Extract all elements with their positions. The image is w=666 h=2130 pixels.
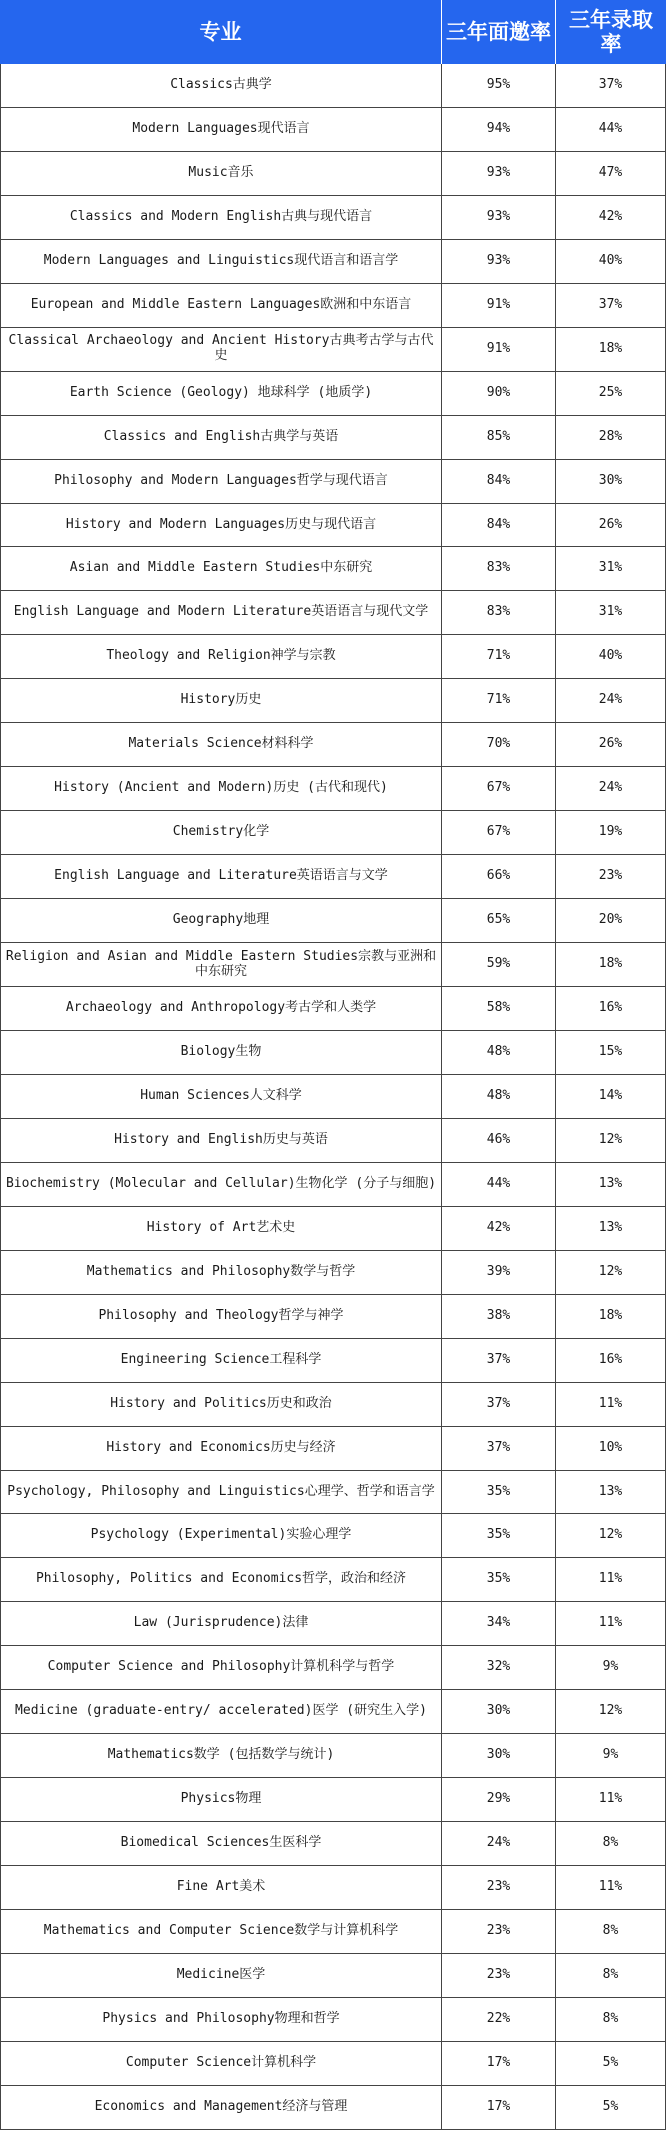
cell-major: Human Sciences人文科学 bbox=[0, 1075, 442, 1118]
cell-interview-rate: 93% bbox=[442, 152, 556, 195]
cell-interview-rate: 59% bbox=[442, 943, 556, 986]
table-row bbox=[0, 240, 666, 284]
cell-admission-rate: 19% bbox=[556, 811, 666, 854]
header-admission-rate: 三年录取率 bbox=[569, 7, 653, 56]
table-row bbox=[0, 635, 666, 679]
cell-major: History历史 bbox=[0, 679, 442, 722]
cell-admission-rate: 8% bbox=[556, 1998, 666, 2041]
cell-admission-rate: 13% bbox=[556, 1471, 666, 1514]
table-row bbox=[0, 1119, 666, 1163]
cell-admission-rate: 12% bbox=[556, 1119, 666, 1162]
table-row bbox=[0, 108, 666, 152]
cell-admission-rate: 16% bbox=[556, 987, 666, 1030]
cell-major: Engineering Science工程科学 bbox=[0, 1339, 442, 1382]
cell-major: Biochemistry (Molecular and Cellular)生物化学 (分子与细胞) bbox=[0, 1163, 442, 1206]
cell-interview-rate: 37% bbox=[442, 1383, 556, 1426]
cell-major: Medicine医学 bbox=[0, 1954, 442, 1997]
cell-interview-rate: 17% bbox=[442, 2086, 556, 2129]
cell-interview-rate: 70% bbox=[442, 723, 556, 766]
table-row bbox=[0, 1427, 666, 1471]
cell-interview-rate: 84% bbox=[442, 504, 556, 547]
cell-admission-rate: 42% bbox=[556, 196, 666, 239]
cell-admission-rate: 30% bbox=[556, 460, 666, 503]
table-row bbox=[0, 328, 666, 372]
table-body bbox=[0, 64, 666, 2130]
table-row bbox=[0, 1383, 666, 1427]
cell-interview-rate: 44% bbox=[442, 1163, 556, 1206]
table-row bbox=[0, 987, 666, 1031]
cell-admission-rate: 11% bbox=[556, 1383, 666, 1426]
table-row bbox=[0, 1602, 666, 1646]
cell-interview-rate: 46% bbox=[442, 1119, 556, 1162]
cell-admission-rate: 25% bbox=[556, 372, 666, 415]
cell-major: History (Ancient and Modern)历史 (古代和现代) bbox=[0, 767, 442, 810]
cell-admission-rate: 11% bbox=[556, 1866, 666, 1909]
table-row bbox=[0, 1734, 666, 1778]
cell-major: Classics古典学 bbox=[0, 64, 442, 107]
table-row bbox=[0, 1646, 666, 1690]
cell-admission-rate: 47% bbox=[556, 152, 666, 195]
cell-interview-rate: 30% bbox=[442, 1734, 556, 1777]
cell-admission-rate: 12% bbox=[556, 1690, 666, 1733]
table-row bbox=[0, 1514, 666, 1558]
cell-admission-rate: 11% bbox=[556, 1558, 666, 1601]
table-row bbox=[0, 1075, 666, 1119]
cell-major: Law (Jurisprudence)法律 bbox=[0, 1602, 442, 1645]
cell-admission-rate: 12% bbox=[556, 1251, 666, 1294]
cell-major: English Language and Literature英语语言与文学 bbox=[0, 855, 442, 898]
cell-major: Mathematics数学 (包括数学与统计) bbox=[0, 1734, 442, 1777]
cell-interview-rate: 93% bbox=[442, 240, 556, 283]
cell-major: Philosophy and Theology哲学与神学 bbox=[0, 1295, 442, 1338]
cell-interview-rate: 84% bbox=[442, 460, 556, 503]
cell-interview-rate: 66% bbox=[442, 855, 556, 898]
cell-major: Economics and Management经济与管理 bbox=[0, 2086, 442, 2129]
cell-interview-rate: 71% bbox=[442, 679, 556, 722]
cell-interview-rate: 67% bbox=[442, 767, 556, 810]
cell-admission-rate: 18% bbox=[556, 1295, 666, 1338]
cell-admission-rate: 13% bbox=[556, 1163, 666, 1206]
cell-major: Psychology (Experimental)实验心理学 bbox=[0, 1514, 442, 1557]
cell-major: Biomedical Sciences生医科学 bbox=[0, 1822, 442, 1865]
cell-admission-rate: 20% bbox=[556, 899, 666, 942]
cell-major: Physics and Philosophy物理和哲学 bbox=[0, 1998, 442, 2041]
table-row bbox=[0, 1558, 666, 1602]
table-row bbox=[0, 723, 666, 767]
cell-interview-rate: 83% bbox=[442, 547, 556, 590]
table-row bbox=[0, 196, 666, 240]
table-row bbox=[0, 1295, 666, 1339]
cell-major: Modern Languages and Linguistics现代语言和语言学 bbox=[0, 240, 442, 283]
table-row bbox=[0, 460, 666, 504]
table-row bbox=[0, 1690, 666, 1734]
cell-major: Classics and Modern English古典与现代语言 bbox=[0, 196, 442, 239]
table-row bbox=[0, 2042, 666, 2086]
cell-admission-rate: 11% bbox=[556, 1778, 666, 1821]
cell-interview-rate: 91% bbox=[442, 284, 556, 327]
cell-admission-rate: 8% bbox=[556, 1954, 666, 1997]
cell-major: Physics物理 bbox=[0, 1778, 442, 1821]
cell-major: History and Economics历史与经济 bbox=[0, 1427, 442, 1470]
table-row bbox=[0, 1471, 666, 1515]
table-row bbox=[0, 1207, 666, 1251]
cell-major: History and Modern Languages历史与现代语言 bbox=[0, 504, 442, 547]
cell-admission-rate: 16% bbox=[556, 1339, 666, 1382]
cell-major: History of Art艺术史 bbox=[0, 1207, 442, 1250]
cell-interview-rate: 58% bbox=[442, 987, 556, 1030]
cell-admission-rate: 40% bbox=[556, 240, 666, 283]
cell-interview-rate: 39% bbox=[442, 1251, 556, 1294]
cell-interview-rate: 24% bbox=[442, 1822, 556, 1865]
cell-admission-rate: 5% bbox=[556, 2042, 666, 2085]
table-row bbox=[0, 899, 666, 943]
cell-admission-rate: 5% bbox=[556, 2086, 666, 2129]
cell-admission-rate: 24% bbox=[556, 679, 666, 722]
table-row bbox=[0, 1778, 666, 1822]
cell-interview-rate: 83% bbox=[442, 591, 556, 634]
cell-interview-rate: 48% bbox=[442, 1031, 556, 1074]
cell-admission-rate: 26% bbox=[556, 504, 666, 547]
cell-admission-rate: 14% bbox=[556, 1075, 666, 1118]
header-interview-rate: 三年面邀率 bbox=[442, 0, 556, 64]
cell-major: Chemistry化学 bbox=[0, 811, 442, 854]
cell-major: Archaeology and Anthropology考古学和人类学 bbox=[0, 987, 442, 1030]
table-row bbox=[0, 1866, 666, 1910]
cell-major: Biology生物 bbox=[0, 1031, 442, 1074]
cell-major: Music音乐 bbox=[0, 152, 442, 195]
cell-interview-rate: 71% bbox=[442, 635, 556, 678]
cell-admission-rate: 31% bbox=[556, 547, 666, 590]
cell-admission-rate: 10% bbox=[556, 1427, 666, 1470]
cell-admission-rate: 18% bbox=[556, 328, 666, 371]
cell-major: Computer Science and Philosophy计算机科学与哲学 bbox=[0, 1646, 442, 1689]
cell-major: English Language and Modern Literature英语语言与现代文学 bbox=[0, 591, 442, 634]
table-row bbox=[0, 591, 666, 635]
table-row bbox=[0, 1251, 666, 1295]
cell-major: Philosophy, Politics and Economics哲学，政治和经济 bbox=[0, 1558, 442, 1601]
table-row bbox=[0, 811, 666, 855]
cell-admission-rate: 13% bbox=[556, 1207, 666, 1250]
cell-interview-rate: 35% bbox=[442, 1471, 556, 1514]
cell-interview-rate: 37% bbox=[442, 1427, 556, 1470]
cell-interview-rate: 95% bbox=[442, 64, 556, 107]
table-row bbox=[0, 2086, 666, 2130]
cell-admission-rate: 40% bbox=[556, 635, 666, 678]
cell-interview-rate: 93% bbox=[442, 196, 556, 239]
cell-major: Medicine (graduate-entry/ accelerated)医学 (研究生入学) bbox=[0, 1690, 442, 1733]
cell-interview-rate: 90% bbox=[442, 372, 556, 415]
cell-admission-rate: 9% bbox=[556, 1646, 666, 1689]
cell-major: Asian and Middle Eastern Studies中东研究 bbox=[0, 547, 442, 590]
cell-interview-rate: 94% bbox=[442, 108, 556, 151]
cell-interview-rate: 85% bbox=[442, 416, 556, 459]
cell-interview-rate: 32% bbox=[442, 1646, 556, 1689]
table-row bbox=[0, 1339, 666, 1383]
cell-admission-rate: 24% bbox=[556, 767, 666, 810]
cell-major: Theology and Religion神学与宗教 bbox=[0, 635, 442, 678]
cell-major: Materials Science材料科学 bbox=[0, 723, 442, 766]
cell-admission-rate: 18% bbox=[556, 943, 666, 986]
table-row bbox=[0, 767, 666, 811]
cell-major: History and English历史与英语 bbox=[0, 1119, 442, 1162]
cell-admission-rate: 37% bbox=[556, 284, 666, 327]
cell-interview-rate: 91% bbox=[442, 328, 556, 371]
table-row bbox=[0, 284, 666, 328]
table-row bbox=[0, 1910, 666, 1954]
cell-admission-rate: 11% bbox=[556, 1602, 666, 1645]
cell-interview-rate: 37% bbox=[442, 1339, 556, 1382]
table-row bbox=[0, 1031, 666, 1075]
table-row bbox=[0, 64, 666, 108]
cell-admission-rate: 15% bbox=[556, 1031, 666, 1074]
cell-interview-rate: 29% bbox=[442, 1778, 556, 1821]
cell-interview-rate: 23% bbox=[442, 1866, 556, 1909]
table-row bbox=[0, 504, 666, 548]
cell-major: Mathematics and Philosophy数学与哲学 bbox=[0, 1251, 442, 1294]
cell-major: Religion and Asian and Middle Eastern Studies宗教与亚洲和中东研究 bbox=[0, 943, 442, 986]
cell-major: Philosophy and Modern Languages哲学与现代语言 bbox=[0, 460, 442, 503]
cell-admission-rate: 8% bbox=[556, 1910, 666, 1953]
cell-major: Geography地理 bbox=[0, 899, 442, 942]
cell-admission-rate: 9% bbox=[556, 1734, 666, 1777]
cell-interview-rate: 22% bbox=[442, 1998, 556, 2041]
header-major: 专业 bbox=[0, 0, 442, 64]
cell-major: Computer Science计算机科学 bbox=[0, 2042, 442, 2085]
cell-major: Fine Art美术 bbox=[0, 1866, 442, 1909]
cell-admission-rate: 28% bbox=[556, 416, 666, 459]
cell-interview-rate: 17% bbox=[442, 2042, 556, 2085]
table-row bbox=[0, 855, 666, 899]
table-row bbox=[0, 1822, 666, 1866]
cell-major: European and Middle Eastern Languages欧洲和中东语言 bbox=[0, 284, 442, 327]
table-row bbox=[0, 679, 666, 723]
cell-interview-rate: 30% bbox=[442, 1690, 556, 1733]
cell-major: Modern Languages现代语言 bbox=[0, 108, 442, 151]
cell-admission-rate: 44% bbox=[556, 108, 666, 151]
cell-interview-rate: 35% bbox=[442, 1558, 556, 1601]
cell-interview-rate: 48% bbox=[442, 1075, 556, 1118]
cell-admission-rate: 31% bbox=[556, 591, 666, 634]
cell-major: Psychology, Philosophy and Linguistics心理学、哲学和语言学 bbox=[0, 1471, 442, 1514]
table-row bbox=[0, 1998, 666, 2042]
cell-major: Mathematics and Computer Science数学与计算机科学 bbox=[0, 1910, 442, 1953]
cell-major: Classics and English古典学与英语 bbox=[0, 416, 442, 459]
table-row bbox=[0, 372, 666, 416]
cell-interview-rate: 23% bbox=[442, 1954, 556, 1997]
table-row bbox=[0, 416, 666, 460]
cell-admission-rate: 26% bbox=[556, 723, 666, 766]
cell-interview-rate: 23% bbox=[442, 1910, 556, 1953]
table-row bbox=[0, 1163, 666, 1207]
cell-interview-rate: 35% bbox=[442, 1514, 556, 1557]
cell-interview-rate: 34% bbox=[442, 1602, 556, 1645]
cell-major: Earth Science (Geology) 地球科学 (地质学) bbox=[0, 372, 442, 415]
cell-admission-rate: 37% bbox=[556, 64, 666, 107]
cell-interview-rate: 42% bbox=[442, 1207, 556, 1250]
cell-major: History and Politics历史和政治 bbox=[0, 1383, 442, 1426]
table-row bbox=[0, 547, 666, 591]
cell-interview-rate: 38% bbox=[442, 1295, 556, 1338]
table-header bbox=[0, 0, 666, 64]
cell-admission-rate: 8% bbox=[556, 1822, 666, 1865]
cell-admission-rate: 23% bbox=[556, 855, 666, 898]
cell-interview-rate: 67% bbox=[442, 811, 556, 854]
cell-major: Classical Archaeology and Ancient History古典考古学与古代史 bbox=[0, 328, 442, 371]
table-row bbox=[0, 1954, 666, 1998]
table-row bbox=[0, 943, 666, 987]
cell-admission-rate: 12% bbox=[556, 1514, 666, 1557]
table-row bbox=[0, 152, 666, 196]
cell-interview-rate: 65% bbox=[442, 899, 556, 942]
